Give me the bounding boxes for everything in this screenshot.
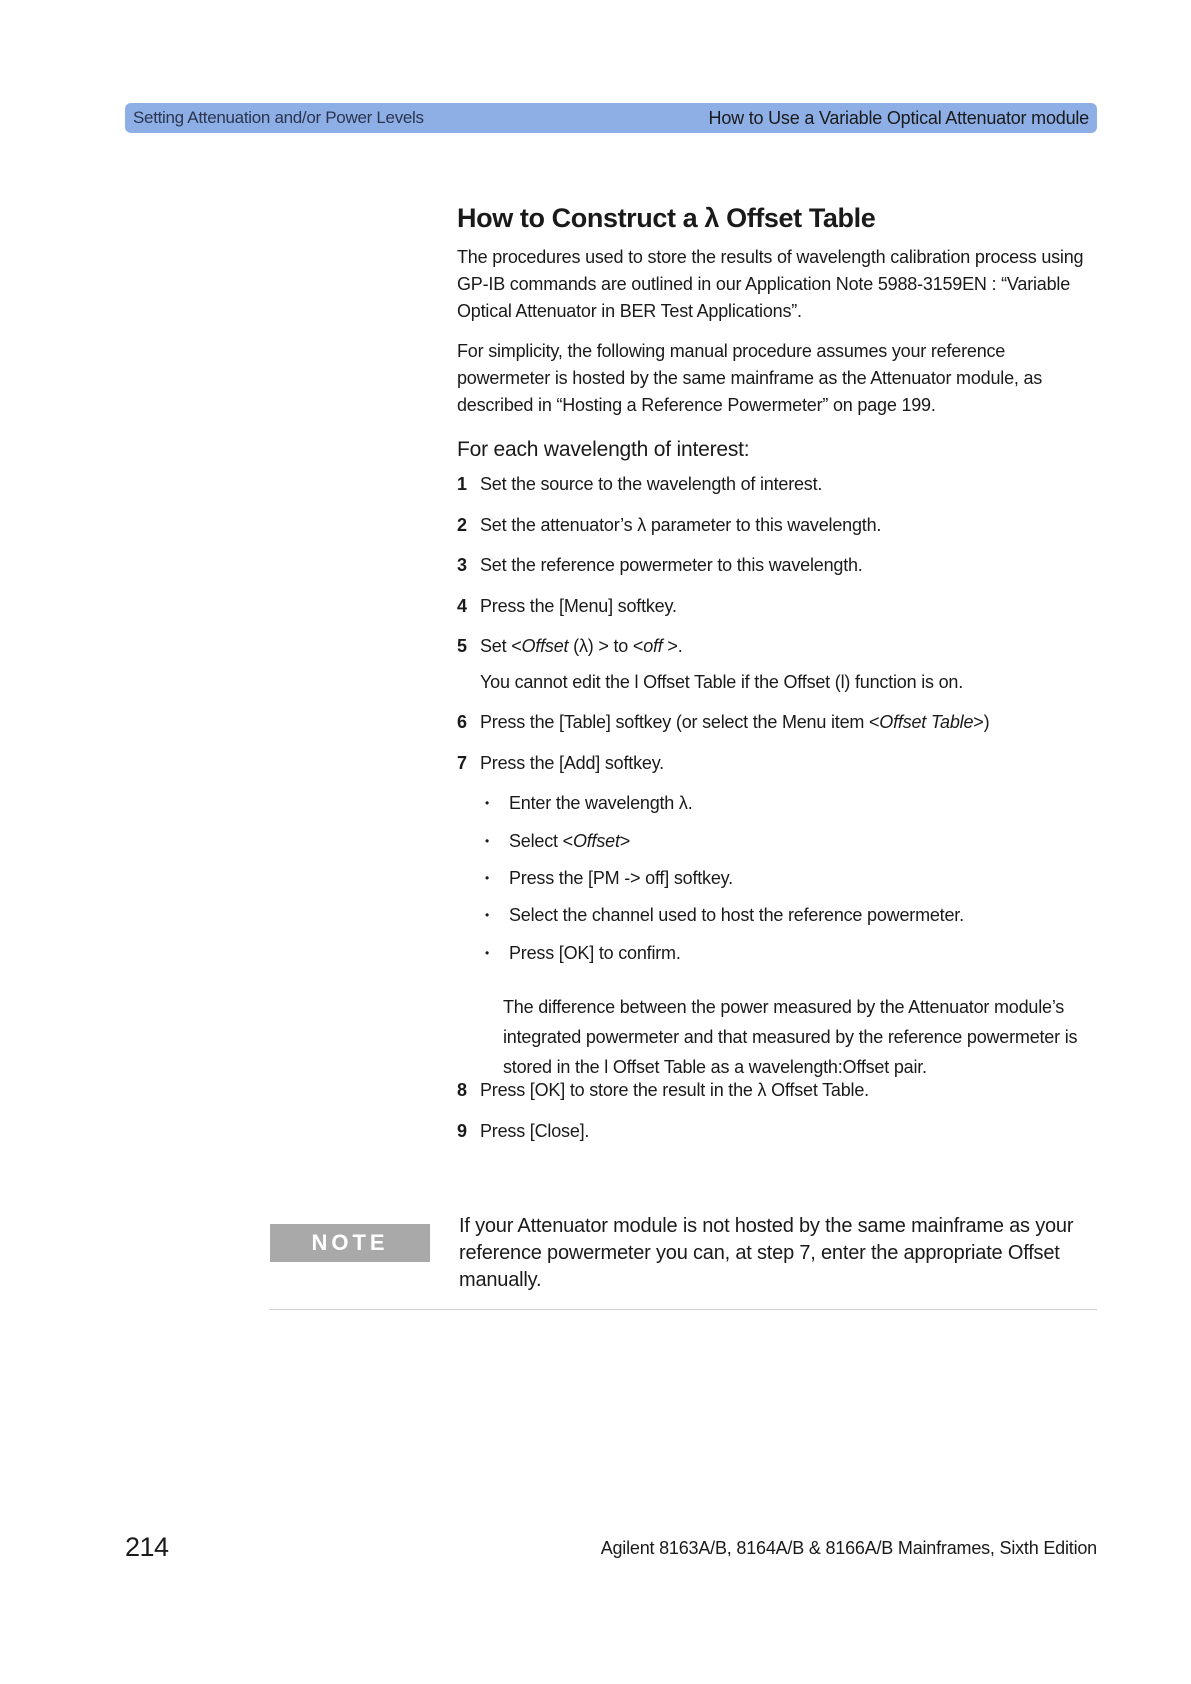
procedure-lead: For each wavelength of interest:: [457, 438, 750, 461]
offset-item: Offset: [572, 831, 620, 851]
step-number: 6: [457, 712, 467, 732]
page-number: 214: [125, 1532, 169, 1562]
step-number: 8: [457, 1080, 467, 1100]
step-7: [457, 750, 664, 777]
step-5: [457, 633, 683, 660]
step-9: [457, 1118, 589, 1145]
step-text-post: >): [973, 712, 990, 732]
step-5-note: You cannot edit the l Offset Table if the Offset (l) function is on.: [480, 672, 964, 692]
step-text: Press the [Add] softkey.: [480, 753, 664, 773]
step-text: Press [OK] to store the result in the λ Offset Table.: [480, 1080, 869, 1100]
step-text-pre: Set <: [480, 636, 522, 656]
header-section-title: How to Use a Variable Optical Attenuator module: [708, 108, 1089, 128]
bullet-dot: •: [485, 908, 490, 922]
bullet-item: [485, 940, 681, 967]
step-number: 1: [457, 474, 467, 494]
section-title: How to Construct a λ Offset Table: [457, 203, 876, 233]
step-1: [457, 471, 822, 498]
note-label: NOTE: [270, 1224, 430, 1262]
step-8: [457, 1077, 869, 1104]
bullet-text-pre: Select <: [509, 831, 573, 851]
intro-paragraph: The procedures used to store the results of wavelength calibration process using GP-IB commands are outlined in our Application Note 5988-3159EN : “Variable Optical Attenuator in BER Test Applications”.: [457, 247, 1084, 321]
step-6: [457, 709, 989, 736]
bullet-text: Press [OK] to confirm.: [509, 943, 681, 963]
bullet-explanation: The difference between the power measured by the Attenuator module’s integrated powermeter and that measured by the reference powermeter is stored in the l Offset Table as a wavelength:Offset pair.: [503, 997, 1078, 1077]
bullet-text: Press the [PM -> off] softkey.: [509, 868, 733, 888]
simplicity-paragraph: For simplicity, the following manual procedure assumes your reference powermeter is hosted by the same mainframe as the Attenuator module, as described in “Hosting a Reference Powermeter” on page 199.: [457, 341, 1043, 415]
step-2: [457, 512, 881, 539]
step-text: Press the [Menu] softkey.: [480, 596, 677, 616]
step-number: 4: [457, 596, 467, 616]
offset-parameter: Offset: [521, 636, 569, 656]
header-chapter-title: Setting Attenuation and/or Power Levels: [133, 108, 424, 127]
step-number: 2: [457, 515, 467, 535]
bullet-dot: •: [485, 946, 490, 960]
step-text: Set the reference powermeter to this wavelength.: [480, 555, 863, 575]
step-4: [457, 593, 677, 620]
bullet-text: Enter the wavelength λ.: [509, 793, 693, 813]
bullet-text-post: >: [619, 831, 631, 851]
step-number: 5: [457, 636, 467, 656]
bullet-text: Select the channel used to host the reference powermeter.: [509, 905, 964, 925]
note-divider: [270, 1309, 1097, 1310]
footer-manual-title: Agilent 8163A/B, 8164A/B & 8166A/B Mainframes, Sixth Edition: [600, 1538, 1097, 1558]
step-number: 9: [457, 1121, 467, 1141]
step-text: Set the attenuator’s λ parameter to this wavelength.: [480, 515, 882, 535]
step-3: [457, 552, 863, 579]
step-text: Set the source to the wavelength of interest.: [480, 474, 823, 494]
running-header: [125, 103, 1097, 133]
step-number: 7: [457, 753, 467, 773]
bullet-dot: •: [485, 834, 490, 848]
step-text: Press [Close].: [480, 1121, 590, 1141]
offset-table-menu-item: Offset Table: [879, 712, 974, 732]
bullet-item: [485, 902, 964, 929]
bullet-dot: •: [485, 796, 490, 810]
step-text-mid: (λ) > to <: [568, 636, 644, 656]
bullet-item: [485, 828, 630, 855]
step-text-pre: Press the [Table] softkey (or select the Menu item <: [480, 712, 880, 732]
note-text: If your Attenuator module is not hosted by the same mainframe as your reference powermeter you can, at step 7, enter the appropriate Offset manually.: [459, 1215, 1074, 1291]
off-value: off: [643, 636, 663, 656]
bullet-item: [485, 865, 733, 892]
step-number: 3: [457, 555, 467, 575]
step-text-post: >.: [662, 636, 683, 656]
bullet-dot: •: [485, 871, 490, 885]
bullet-item: [485, 790, 693, 817]
